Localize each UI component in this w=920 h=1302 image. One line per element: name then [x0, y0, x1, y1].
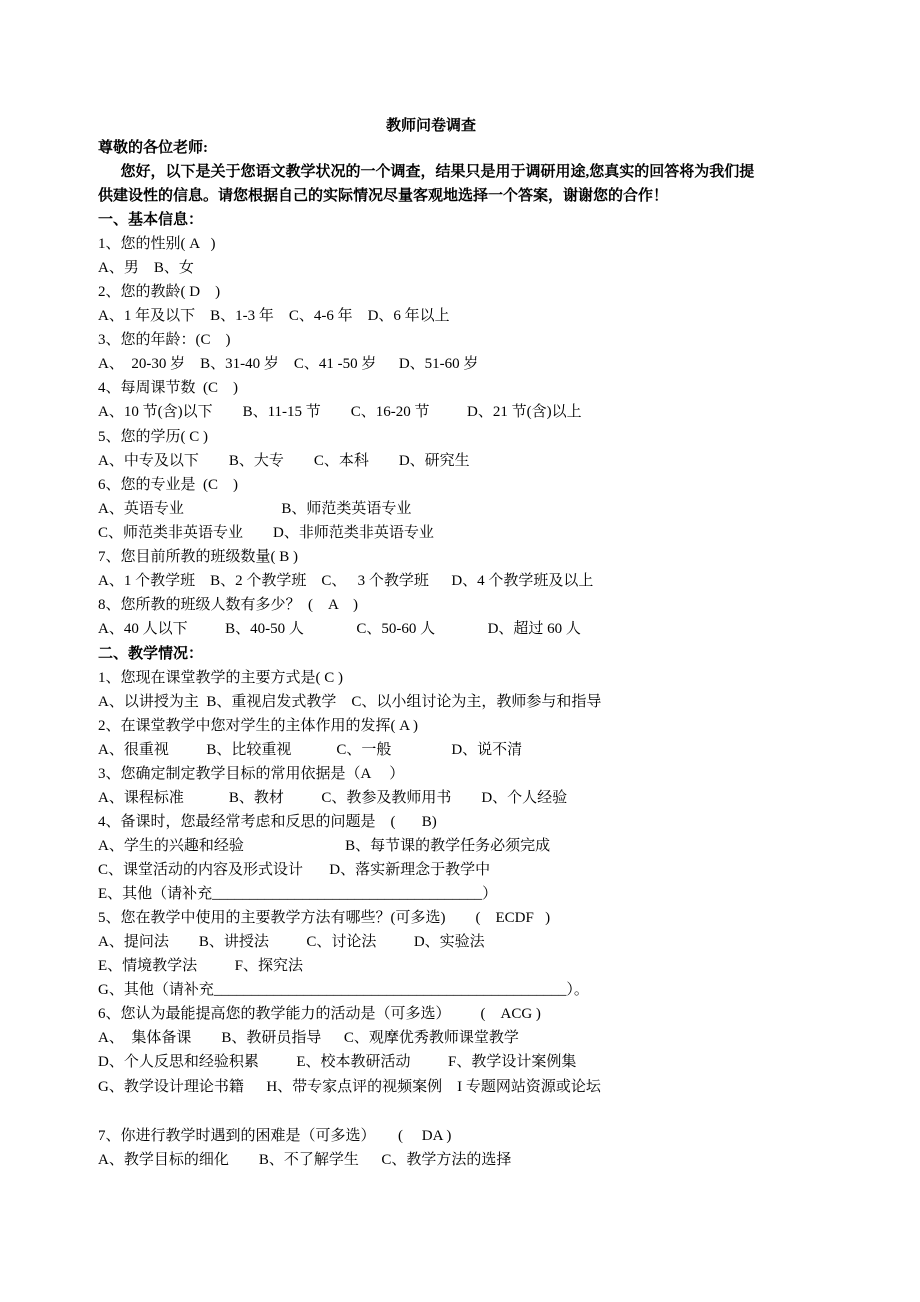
questionnaire-line: A、10 节(含)以下 B、11-15 节 C、16-20 节 D、21 节(含)以上 — [98, 404, 582, 420]
questionnaire-line: A、男 B、女 — [98, 260, 194, 276]
questionnaire-line: 3、您的年龄：(C ) — [98, 332, 231, 348]
questionnaire-line: 2、您的教龄( D ) — [98, 284, 221, 300]
questionnaire-line: 5、您在教学中使用的主要教学方法有哪些？(可多选) ( ECDF ) — [98, 910, 551, 926]
questionnaire-line: A、 集体备课 B、教研员指导 C、观摩优秀教师课堂教学 — [98, 1030, 519, 1046]
questionnaire-line: E、情境教学法 F、探究法 — [98, 958, 304, 974]
questionnaire-line: A、教学目标的细化 B、不了解学生 C、教学方法的选择 — [98, 1152, 512, 1168]
questionnaire-line: 4、每周课节数 (C ) — [98, 380, 238, 396]
section-heading: 二、教学情况： — [98, 646, 204, 662]
questionnaire-line: 6、您认为最能提高您的教学能力的活动是（可多选） ( ACG ) — [98, 1006, 541, 1022]
questionnaire-line: A、1 年及以下 B、1-3 年 C、4-6 年 D、6 年以上 — [98, 308, 450, 324]
document-title: 教师问卷调查 — [385, 118, 476, 134]
questionnaire-line: 7、你进行教学时遇到的困难是（可多选） ( DA ) — [98, 1128, 452, 1144]
questionnaire-line: 6、您的专业是 (C ) — [98, 477, 238, 493]
questionnaire-line: A、课程标准 B、教材 C、教参及教师用书 D、个人经验 — [98, 790, 568, 806]
questionnaire-line: G、教学设计理论书籍 H、带专家点评的视频案例 I 专题网站资源或论坛 — [98, 1079, 601, 1095]
questionnaire-line: A、 20-30 岁 B、31-40 岁 C、41 -50 岁 D、51-60 岁 — [98, 356, 479, 372]
questionnaire-line: A、40 人以下 B、40-50 人 C、50-60 人 D、超过 60 人 — [98, 621, 581, 637]
questionnaire-line: 3、您确定制定教学目标的常用依据是（A ） — [98, 766, 405, 782]
questionnaire-line: D、个人反思和经验积累 E、校本教研活动 F、教学设计案例集 — [98, 1054, 577, 1070]
questionnaire-line: G、其他（请补充_______________________________________________）。 — [98, 982, 589, 998]
questionnaire-line: E、其他（请补充____________________________________） — [98, 886, 498, 902]
questionnaire-line: 8、您所教的班级人数有多少？ ( A ) — [98, 597, 358, 613]
section-heading: 供建设性的信息。请您根据自己的实际情况尽量客观地选择一个答案，谢谢您的合作！ — [98, 188, 669, 204]
questionnaire-line: 2、在课堂教学中您对学生的主体作用的发挥( A ) — [98, 718, 418, 734]
questionnaire-line: A、很重视 B、比较重视 C、一般 D、说不清 — [98, 742, 523, 758]
questionnaire-line: A、学生的兴趣和经验 B、每节课的教学任务必须完成 — [98, 838, 551, 854]
questionnaire-line: C、师范类非英语专业 D、非师范类非英语专业 — [98, 525, 434, 541]
section-heading: 您好，以下是关于您语文教学状况的一个调查，结果只是用于调研用途,您真实的回答将为我们提 — [98, 164, 755, 180]
questionnaire-line: 1、您现在课堂教学的主要方式是( C ) — [98, 670, 343, 686]
questionnaire-line: 7、您目前所教的班级数量( B ) — [98, 549, 298, 565]
questionnaire-line: 1、您的性别( A ) — [98, 236, 216, 252]
section-heading: 一、基本信息： — [98, 212, 204, 228]
questionnaire-line: C、课堂活动的内容及形式设计 D、落实新理念于教学中 — [98, 862, 491, 878]
questionnaire-line: 4、备课时，您最经常考虑和反思的问题是 ( B) — [98, 814, 437, 830]
questionnaire-line: A、1 个教学班 B、2 个教学班 C、 3 个教学班 D、4 个教学班及以上 — [98, 573, 594, 589]
questionnaire-line: A、提问法 B、讲授法 C、讨论法 D、实验法 — [98, 934, 485, 950]
questionnaire-line: A、以讲授为主 B、重视启发式教学 C、以小组讨论为主，教师参与和指导 — [98, 694, 602, 710]
questionnaire-line: 5、您的学历( C ) — [98, 429, 208, 445]
questionnaire-line: A、中专及以下 B、大专 C、本科 D、研究生 — [98, 453, 470, 469]
section-heading: 尊敬的各位老师: — [98, 140, 208, 156]
questionnaire-line: A、英语专业 B、师范类英语专业 — [98, 501, 412, 517]
